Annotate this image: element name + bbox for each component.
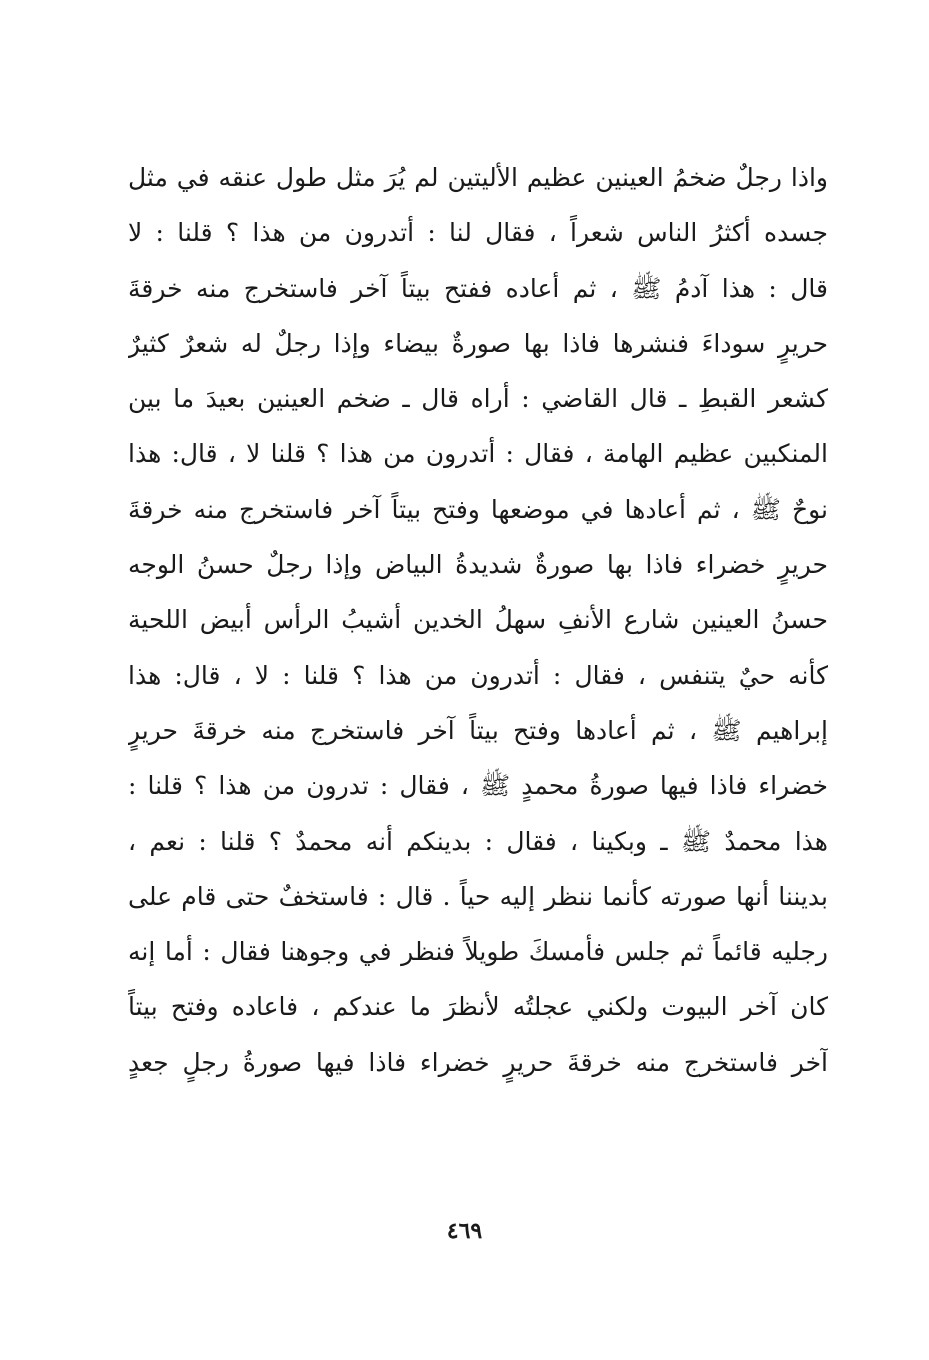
text-line: حسنُ العينين شارع الأنفِ سهلُ الخدين أشيبُ الرأس أبيض اللحية [128, 605, 828, 635]
text-line: كان آخر البيوت ولكني عجلتُه لأنظرَ ما عندكم ، فاعاده وفتح بيتاً [128, 992, 828, 1022]
text-line: جسده أكثرُ الناس شعراً ، فقال لنا : أتدرون من هذا ؟ قلنا : لا [128, 218, 828, 248]
body-text [128, 150, 828, 1090]
page-number: ٤٦٩ [446, 1218, 483, 1244]
text-line: نوحٌ ﷺ ، ثم أعادها في موضعها وفتح بيتاً آخر فاستخرج منه خرقةَ [128, 494, 828, 524]
text-line: قال : هذا آدمُ ﷺ ، ثم أعاده ففتح بيتاً آخر فاستخرج منه خرقةَ [128, 273, 828, 303]
text-line: المنكبين عظيم الهامة ، فقال : أتدرون من هذا ؟ قلنا لا ، قال: هذا [128, 439, 828, 469]
text-line: رجليه قائماً ثم جلس فأمسكَ طويلاً فنظر في وجوهنا فقال : أما إنه [128, 937, 828, 967]
text-line: كشعر القبطِ ـ قال القاضي : أراه قال ـ ضخم العينين بعيدَ ما بين [128, 384, 828, 414]
text-line: إبراهيم ﷺ ، ثم أعادها وفتح بيتاً آخر فاستخرج منه خرقةَ حريرٍ [128, 715, 828, 745]
text-line: هذا محمدٌ ﷺ ـ وبكينا ، فقال : بدينكم أنه محمدٌ ؟ قلنا : نعم ، [128, 826, 828, 856]
text-line: حريرٍ خضراء فاذا بها صورةٌ شديدةُ البياض وإذا رجلٌ حسنُ الوجه [128, 550, 828, 580]
text-line: حريرٍ سوداءَ فنشرها فاذا بها صورةٌ بيضاء وإذا رجلٌ له شعرٌ كثيرٌ [128, 328, 828, 358]
text-line: واذا رجلٌ ضخمُ العينين عظيم الأليتين لم يُرَ مثل طول عنقه في مثل [128, 163, 828, 192]
text-line: آخر فاستخرج منه خرقةَ حريرٍ خضراء فاذا فيها صورةُ رجلٍ جعدٍ [128, 1047, 828, 1077]
text-line: كأنه حيٌ يتنفس ، فقال : أتدرون من هذا ؟ قلنا : لا ، قال: هذا [128, 660, 828, 690]
text-line: خضراء فاذا فيها صورةُ محمدٍ ﷺ ، فقال : تدرون من هذا ؟ قلنا : [128, 771, 828, 801]
text-line: بديننا أنها صورته كأنما ننظر إليه حياً . قال : فاستخفٌ حتى قام على [128, 881, 828, 911]
